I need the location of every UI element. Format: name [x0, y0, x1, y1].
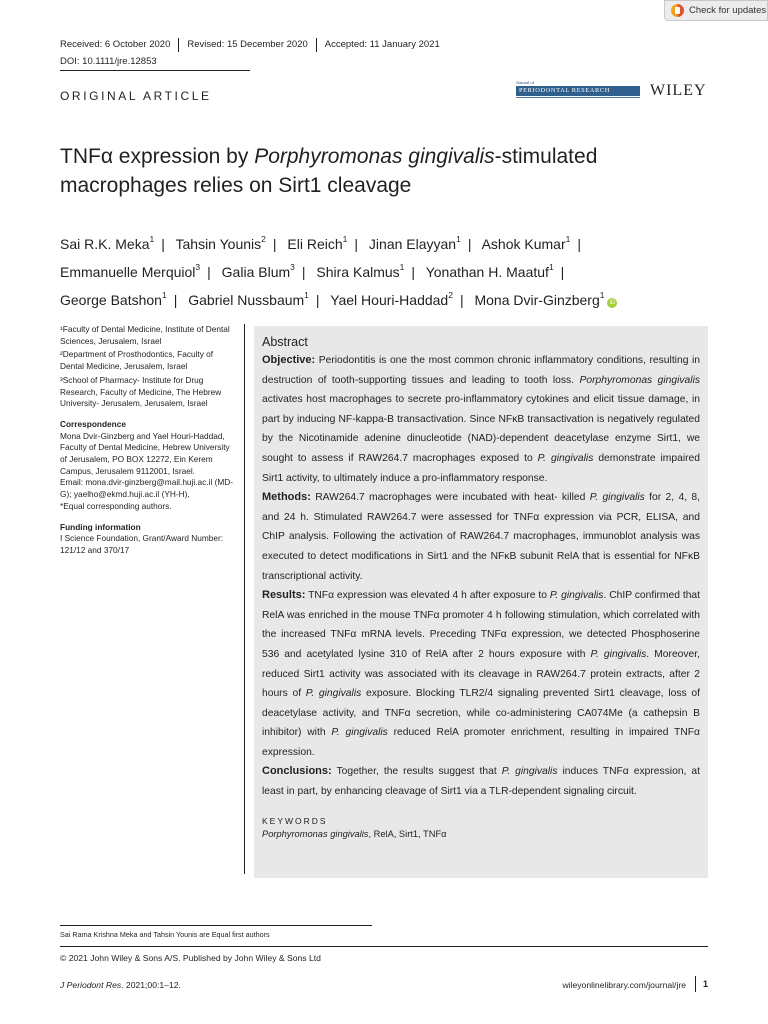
abstract-italic: P. gingivalis [549, 590, 604, 602]
author-separator: | [272, 235, 277, 252]
author-name: Shira Kalmus [316, 263, 400, 280]
title-part-1: TNFα expression by [60, 145, 255, 168]
journal-logo [516, 82, 640, 98]
author [330, 292, 453, 308]
title-part-2: -stimulated macrophages relies on Sirt1 cleavage [60, 145, 598, 197]
results-label: Results: [262, 589, 306, 602]
author-separator: | [173, 291, 178, 308]
author-separator: | [315, 291, 320, 308]
author [222, 264, 295, 280]
author [316, 264, 404, 280]
author-name: Ashok Kumar [481, 235, 566, 252]
author-affiliation: 1 [399, 262, 405, 273]
equal-authors-footnote: Sai Rama Krishna Meka and Tahsin Younis are Equal first authors [60, 930, 270, 939]
header-divider [60, 70, 250, 71]
author-affiliation: 1 [342, 234, 348, 244]
author-name: Jinan Elayyan [368, 235, 457, 252]
article-title [60, 142, 700, 200]
abstract-text: RAW264.7 macrophages were incubated with heat- killed [310, 492, 590, 504]
author-separator: | [577, 235, 582, 252]
abstract-italic: P. gingivalis [305, 688, 362, 700]
author [369, 236, 461, 252]
abstract-text: induces TNFα expression, at least in part, by enhancing cleavage of Sirt1 via a TLR-dependent signaling circuit. [262, 766, 700, 798]
abstract-objective [262, 351, 700, 488]
keywords-list [262, 829, 700, 839]
journal-website-link[interactable]: wileyonlinelibrary.com/journal/jre [562, 980, 686, 990]
abstract-text: for 2, 4, 8, and 24 h. Stimulated RAW264.7 were assessed for TNFα expression via PCR, ELISA, and ChIP analysis. Following the activation of RAW264.7 macrophages, immunoblot analysis was executed to detect modifications in Sirt1 and the NFκB subunit RelA that is essential for NFκB transcriptional activity. [262, 492, 700, 582]
abstract-italic: Porphyromonas gingivalis [579, 374, 701, 386]
author-affiliation: 1 [149, 234, 155, 244]
revised-date: Revised: 15 December 2020 [178, 38, 315, 52]
abstract-text: . ChIP confirmed that RelA was enriched in the mouse TNFα promoter 4 h following stimulation, which correlated with the increased TNFα mRNA levels. Preceding TNFα expression, we detected Phosphoserine 536 and acetylated lysine 310 of RelA after 2 hours exposure with [262, 590, 701, 660]
affiliation: ¹Faculty of Dental Medicine, Institute of Dental Sciences, Jerusalem, Israel [60, 324, 230, 346]
page-number: 1 [703, 979, 709, 989]
abstract-text: demonstrate impaired Sirt1 activity, to ultimately induce a pro-inflammatory response. [262, 452, 700, 484]
author [176, 236, 266, 252]
author-affiliation: 1 [599, 290, 605, 301]
abstract-italic: P. gingivalis [331, 727, 388, 739]
abstract-text: Periodontitis is one the most common chronic inflammatory conditions, resulting in destruction of tooth-supporting tissues and leading to tooth loss. [262, 355, 700, 386]
abstract-italic: P. gingivalis [589, 492, 645, 504]
sidebar-divider [244, 324, 245, 874]
author-affiliation: 3 [290, 262, 295, 273]
author-affiliation: 2 [261, 234, 266, 244]
keywords-heading: KEYWORDS [262, 815, 328, 826]
crossmark-icon [671, 4, 684, 17]
footnote-divider [60, 925, 372, 926]
citation-journal: J Periodont Res [60, 980, 122, 990]
abstract-italic: P. gingivalis [501, 766, 558, 778]
journal-logo-prefix: Journal of [516, 80, 535, 85]
abstract-text: TNFα expression was elevated 4 h after exposure to [305, 590, 550, 602]
author [60, 264, 200, 280]
abstract-italic: P. gingivalis [590, 648, 647, 660]
author-name: Mona Dvir-Ginzberg [474, 291, 600, 308]
footer-divider [60, 946, 708, 947]
author-list [60, 228, 720, 312]
objective-label: Objective: [262, 354, 316, 366]
author [287, 236, 347, 252]
abstract-text: reduced RelA promoter enrichment, resulting in impaired TNFα expression. [262, 727, 700, 758]
author [60, 292, 167, 308]
abstract-text: . Moreover, reduced Sirt1 activity was associated with its cleavage in RAW264.7 protein extracts, after 2 hours of [262, 648, 700, 700]
article-dates [60, 38, 448, 52]
author-affiliation: 3 [195, 262, 201, 273]
author-affiliation: 1 [548, 262, 554, 273]
author [188, 292, 309, 308]
author-separator: | [411, 263, 416, 280]
copyright: © 2021 John Wiley & Sons A/S. Published by John Wiley & Sons Ltd [60, 953, 321, 963]
abstract-conclusions [262, 762, 700, 801]
affiliation: ²Department of Prosthodontics, Faculty of Dental Medicine, Jerusalem, Israel [60, 349, 214, 372]
funding-heading: Funding information [60, 521, 141, 532]
author-name: Yonathan H. Maatuf [425, 263, 549, 280]
accepted-date: Accepted: 11 January 2021 [316, 38, 448, 52]
author-separator: | [207, 263, 211, 280]
check-for-updates-button[interactable] [664, 0, 768, 21]
abstract-box [254, 326, 708, 878]
author [426, 264, 554, 280]
publisher-logo: WILEY [650, 82, 707, 99]
author [482, 236, 571, 252]
doi: DOI: 10.1111/jre.12853 [60, 56, 157, 67]
abstract-text: Together, the results suggest that [331, 766, 502, 778]
citation-rest: . 2021;00:1–12. [121, 980, 181, 990]
author-affiliation: 1 [456, 234, 461, 244]
citation [60, 980, 181, 990]
article-type: ORIGINAL ARTICLE [60, 89, 212, 103]
funding-text: I Science Foundation, Grant/Award Number: 121/12 and 370/17 [60, 533, 224, 555]
author-name: Sai R.K. Meka [60, 235, 150, 252]
abstract-italic: P. gingivalis [537, 452, 594, 464]
correspondence-note: *Equal corresponding authors. [60, 500, 172, 511]
article-info-sidebar [60, 324, 238, 557]
author-name: Galia Blum [221, 263, 291, 280]
author-name: Eli Reich [287, 235, 343, 252]
correspondence-email[interactable]: Email: mona.dvir-ginzberg@mail.huji.ac.il (MD-G); yaelho@ekmd.huji.ac.il (YH-H), [60, 477, 234, 500]
title-italic: Porphyromonas gingivalis [254, 145, 495, 168]
keyword-italic: Porphyromonas gingivalis [262, 828, 369, 839]
author-name: George Batshon [60, 291, 162, 308]
received-date: Received: 6 October 2020 [60, 39, 171, 50]
abstract-text: activates host macrophages to secrete pro-inflammatory cytokines and elicit tissue damage, in part by inducing NF-kappa-B transactivation. Since NFκB transactivation is negatively regulated by the Nicotinamide adenine dinucleotide (NAD)-dependent deacetylase enzyme Sirt1, we sought to assess if RAW264.7 macrophages exposed to [262, 394, 700, 464]
affiliation: ³School of Pharmacy- Institute for Drug Research, Faculty of Medicine, The Hebrew University- Jerusalem, Jerusalem, Israel [60, 374, 222, 409]
author [474, 292, 604, 308]
author-affiliation: 1 [304, 290, 309, 301]
abstract-results [262, 586, 700, 762]
check-for-updates-label: Check for updates [689, 5, 767, 16]
author-separator: | [301, 263, 306, 280]
author-separator: | [161, 235, 165, 252]
correspondence-heading: Correspondence [60, 418, 126, 429]
author-separator: | [560, 263, 565, 280]
orcid-icon[interactable]: iD [607, 298, 617, 308]
author-affiliation: 1 [161, 290, 167, 301]
author-affiliation: 2 [448, 290, 453, 301]
author-separator: | [467, 235, 472, 252]
author-name: Gabriel Nussbaum [188, 291, 305, 308]
page-number-divider [695, 976, 696, 992]
author-separator: | [459, 291, 464, 308]
keyword-rest: , RelA, Sirt1, TNFα [368, 828, 447, 839]
author-separator: | [354, 235, 359, 252]
author-name: Tahsin Younis [175, 235, 262, 252]
abstract-methods [262, 488, 700, 586]
author-affiliation: 1 [565, 234, 571, 244]
author-name: Emmanuelle Merquiol [60, 263, 196, 280]
journal-logo-name: PERIODONTAL RESEARCH [516, 86, 640, 96]
author-name: Yael Houri-Haddad [330, 291, 449, 308]
author [60, 236, 154, 252]
methods-label: Methods: [262, 491, 311, 504]
correspondence-text: Mona Dvir-Ginzberg and Yael Houri-Haddad, Faculty of Dental Medicine, Hebrew University of Jerusalem, PO BOX 12272, Ein Kerem Campus, Jerusalem 9112001, Israel. [60, 430, 230, 476]
conclusions-label: Conclusions: [262, 765, 332, 778]
abstract-text: exposure. Blocking TLR2/4 signaling prevented Sirt1 cleavage, loss of deacetylase activity, and TNFα secretion, while co-administering CA074Me (a cathepsin B inhibitor) with [262, 688, 700, 739]
abstract-heading: Abstract [262, 335, 308, 349]
